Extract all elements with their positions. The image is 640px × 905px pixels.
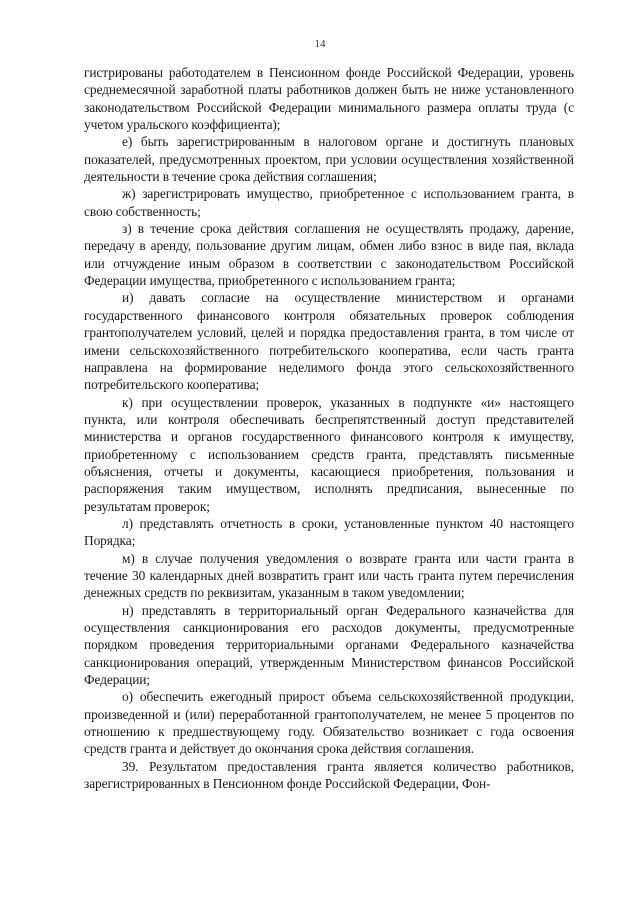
paragraph: 39. Результатом предоставления гранта является количество работников, зарегистрированных в Пенсионном фонде Российской Федерации, Фон- — [84, 758, 574, 792]
paragraph: о) обеспечить ежегодный прирост объема сельскохозяйственной продукции, произведенной и (или) переработанной грантополучателем, не менее 5 процентов по отношению к предшествующему году. Обязательство возникает с года освоения средств гранта и действует до окончания срока действия соглашения. — [84, 689, 574, 757]
paragraph: з) в течение срока действия соглашения не осуществлять продажу, дарение, передачу в аренду, пользование другим лицам, обмен либо взнос в виде пая, вклада или отчуждение иным образом в соответствии с законодательством Российской Федерации имущества, приобретенного с использованием гранта; — [84, 221, 574, 289]
page-number: 14 — [314, 38, 326, 50]
paragraph: н) представлять в территориальный орган Федерального казначейства для осуществления санкционирования его расходов документы, предусмотренные порядком проведения территориальными органами Федерального казначейства санкционирования операций, утвержденным Министерством финансов Российской Федерации; — [84, 602, 574, 688]
paragraph: ж) зарегистрировать имущество, приобретенное с использованием гранта, в свою собственность; — [84, 186, 574, 219]
paragraph: л) представлять отчетность в сроки, установленные пунктом 40 настоящего Порядка; — [84, 515, 574, 549]
paragraph: м) в случае получения уведомления о возврате гранта или части гранта в течение 30 календарных дней возвратить грант или часть гранта путем перечисления денежных средств по реквизитам, указанным в таком уведомлении; — [84, 550, 574, 601]
paragraph: к) при осуществлении проверок, указанных в подпункте «и» настоящего пункта, или контроля обеспечивать беспрепятственный доступ представителей министерства и органов государственного финансового контроля к имуществу, приобретенному с использованием средств гранта, представлять письменные объяснения, отчеты и документы, касающиеся приобретения, пользования и распоряжения таким имуществом, исполнять предписания, вынесенные по результатам проверок; — [84, 394, 574, 514]
document-body — [84, 64, 574, 792]
paragraph: и) давать согласие на осуществление министерством и органами государственного финансового контроля обязательных проверок соблюдения грантополучателем условий, целей и порядка предоставления гранта, в том числе от имени сельскохозяйственного потребительского кооператива, если часть гранта направлена на формирование неделимого фонда этого сельскохозяйственного потребительского кооператива; — [84, 290, 574, 393]
paragraph: е) быть зарегистрированным в налоговом органе и достигнуть плановых показателей, предусмотренных проектом, при условии осуществления хозяйственной деятельности в течение срока действия соглашения; — [84, 134, 574, 185]
paragraph: гистрированы работодателем в Пенсионном фонде Российской Федерации, уровень среднемесячной заработной платы работников должен быть не ниже установленного законодательством Российской Федерации минимального размера оплаты труда (с учетом уральского коэффициента); — [84, 65, 574, 133]
